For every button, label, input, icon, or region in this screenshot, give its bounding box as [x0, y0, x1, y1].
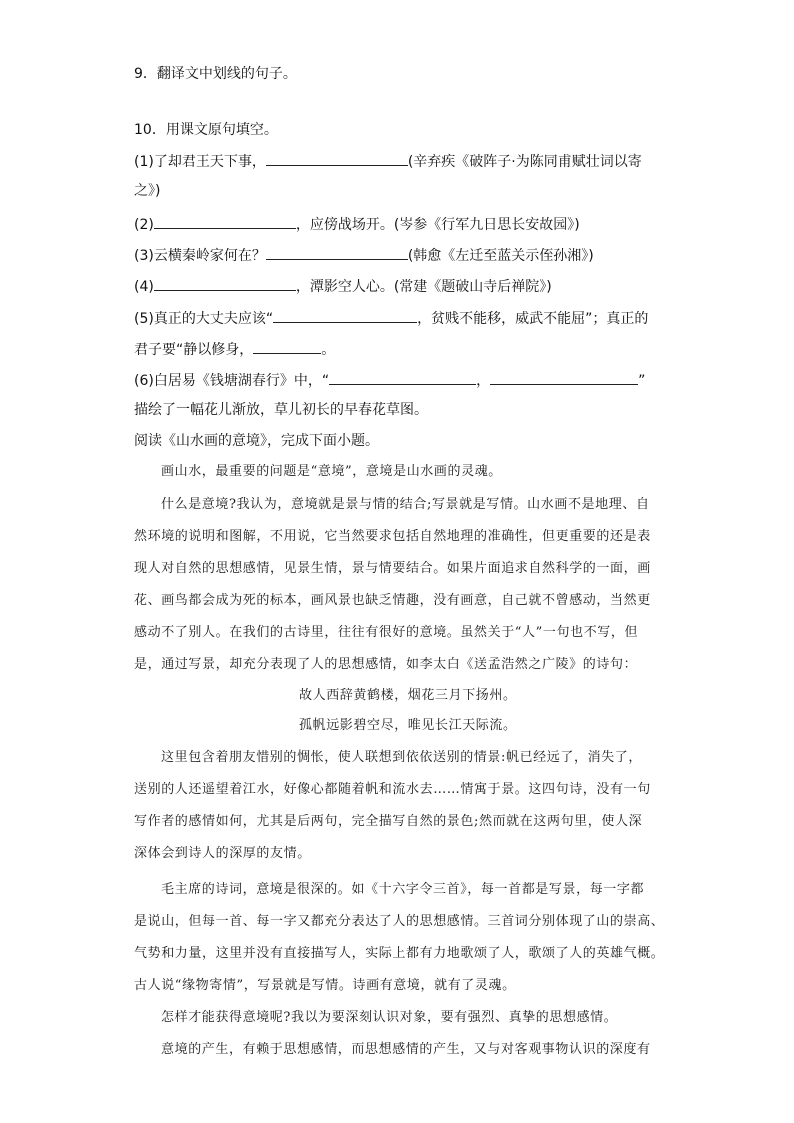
fill-item-3: [134, 244, 594, 266]
passage-p3-line1: 这里包含着朋友惜别的惆怅，使人联想到依依送别的情景:帆已经远了，消失了，: [161, 750, 642, 765]
fill-item-6: [134, 369, 645, 391]
fill-item-6-continued: 描绘了一幅花儿渐放，草儿初长的早春花草图。: [134, 402, 428, 418]
poem-line-1: 故人西辞黄鹤楼，烟花三月下扬州。: [299, 688, 517, 703]
fill-item-6-mid: ，: [476, 373, 491, 389]
passage-p2-line1: 什么是意境?我认为，意境就是景与情的结合;写景就是写情。山水画不是地理、自: [161, 497, 650, 512]
passage-p6: 意境的产生，有赖于思想感情，而思想感情的产生，又与对客观事物认识的深度有: [161, 1042, 651, 1057]
passage-p4-line2: 是说山，但每一首、每一字又都充分表达了人的思想感情。三首词分别体现了山的崇高、: [134, 914, 665, 929]
passage-p4-line1: 毛主席的诗词，意境是很深的。如《十六字令三首》，每一首都是写景，每一字都: [161, 882, 645, 897]
question-10-title: 10．用课文原句填空。: [134, 122, 278, 138]
passage-p2-line4: 花、画鸟都会成为死的标本，画风景也缺乏情趣，没有画意，自己就不曾感动，当然更: [134, 593, 651, 608]
fill-item-5: [134, 307, 648, 329]
passage-p2-line2: 然环境的说明和图解，不用说，它当然要求包括自然地理的准确性，但更重要的还是表: [134, 529, 651, 544]
poem-line-2: 孤帆远影碧空尽，唯见长江天际流。: [299, 718, 517, 733]
fill-item-5-cont-prefix: 君子要“静以修身，: [134, 342, 254, 358]
fill-item-5-suffix: ，贫贱不能移，威武不能屈”；真正的: [417, 311, 649, 327]
reading-intro: 阅读《山水画的意境》，完成下面小题。: [134, 433, 379, 449]
fill-item-6-prefix: (6)白居易《钱塘湖春行》中，“: [134, 373, 330, 389]
passage-p2-line5: 感动不了别人。在我们的古诗里，往往有很好的意境。虽然关于“人”一句也不写，但: [134, 625, 639, 640]
question-9: 9．翻译文中划线的句子。: [134, 66, 297, 82]
passage-p2-line6: 是，通过写景，却充分表现了人的思想感情，如李太白《送孟浩然之广陵》的诗句：: [134, 657, 638, 672]
answer-blank-6b[interactable]: [490, 369, 638, 385]
fill-item-1-continued: 之》): [134, 183, 161, 199]
fill-item-1-source: (辛弃疾《破阵子·为陈同甫赋壮词以寄: [407, 154, 642, 170]
fill-item-1: [134, 150, 642, 172]
passage-p3-line3: 写作者的感情如何，尤其是后两句，完全描写自然的景色;然而就在这两句里，使人深: [134, 814, 643, 829]
fill-item-1-prefix: (1)了却君王天下事，: [134, 154, 266, 170]
fill-item-4: [134, 275, 552, 297]
passage-p3-line4: 深体会到诗人的深厚的友情。: [134, 846, 311, 861]
passage-p1: 画山水，最重要的问题是“意境”，意境是山水画的灵魂。: [161, 464, 502, 479]
fill-item-5-continued: [134, 338, 335, 360]
answer-blank-2[interactable]: [154, 213, 296, 229]
fill-item-4-suffix: ，潭影空人心。(常建《题破山寺后禅院》): [295, 279, 552, 295]
passage-p3-line2: 送别的人还遥望着江水，好像心都随着帆和流水去……情寓于景。这四句诗，没有一句: [134, 782, 651, 797]
fill-item-2-prefix: (2): [134, 217, 154, 233]
fill-item-3-prefix: (3)云横秦岭家何在？: [134, 248, 266, 264]
passage-p5: 怎样才能获得意境呢?我以为要深刻认识对象，要有强烈、真挚的思想感情。: [161, 1010, 618, 1025]
fill-item-3-source: (韩愈《左迁至蓝关示侄孙湘》): [407, 248, 594, 264]
passage-p4-line4: 古人说“缘物寄情”，写景就是写情。诗画有意境，就有了灵魂。: [134, 978, 516, 993]
passage-p2-line3: 现人对自然的思想感情，见景生情，景与情要结合。如果片面追求自然科学的一面，画: [134, 561, 651, 576]
fill-item-6-suffix: ”: [638, 373, 646, 389]
fill-item-4-prefix: (4): [134, 279, 154, 295]
fill-item-5-cont-suffix: 。: [321, 342, 336, 358]
answer-blank-4[interactable]: [154, 275, 296, 291]
fill-item-5-prefix: (5)真正的大丈夫应该“: [134, 311, 274, 327]
fill-item-2: [134, 213, 580, 235]
answer-blank-5b[interactable]: [253, 338, 321, 354]
passage-p4-line3: 气势和力量，这里并没有直接描写人，实际上都有力地歌颂了人，歌颂了人的英雄气概。: [134, 946, 665, 961]
answer-blank-5a[interactable]: [273, 307, 417, 323]
answer-blank-6a[interactable]: [329, 369, 476, 385]
fill-item-2-suffix: ，应傍战场开。(岑参《行军九日思长安故园》): [295, 217, 580, 233]
answer-blank-3[interactable]: [266, 244, 408, 260]
answer-blank-1[interactable]: [266, 150, 408, 166]
